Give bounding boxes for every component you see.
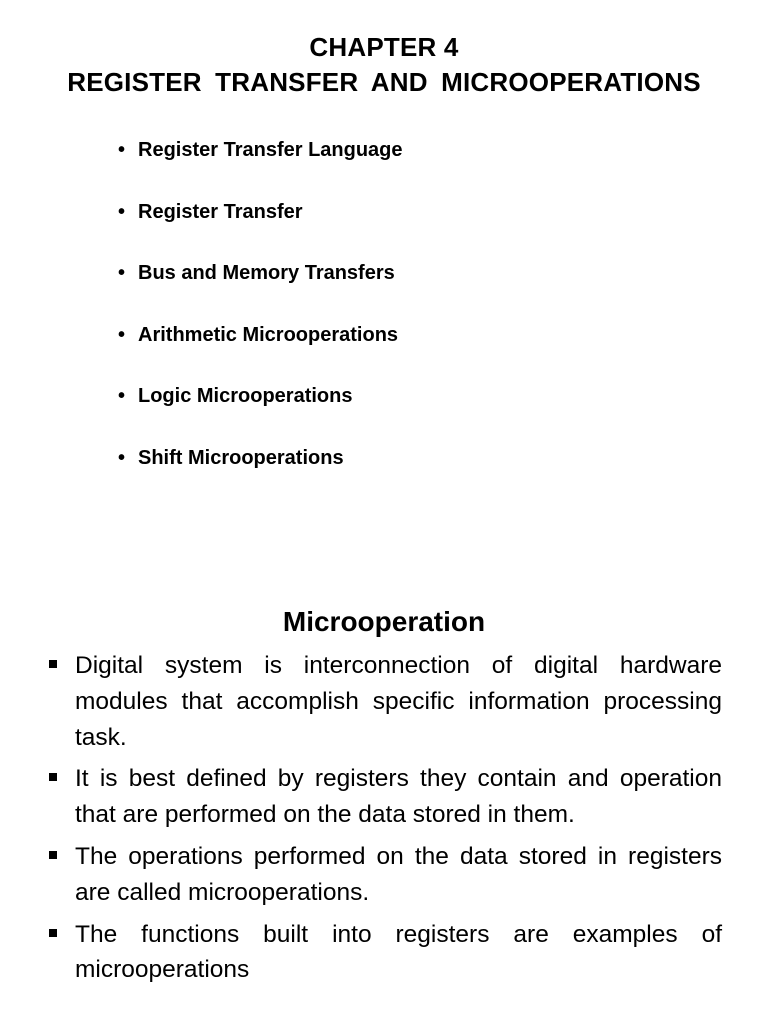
topic-item (118, 258, 403, 320)
definition-point (40, 648, 722, 755)
slide-microoperation (0, 560, 768, 1024)
topic-label: Register Transfer Language (138, 139, 403, 161)
definition-text: The operations performed on the data stored in registers are called microoperations. (75, 842, 722, 906)
definition-text: It is best defined by registers they contain and operation that are performed on the data stored in them. (75, 765, 722, 829)
topic-label: Bus and Memory Transfers (138, 262, 395, 285)
definition-point (40, 761, 722, 833)
topic-label: Shift Microoperations (138, 446, 344, 469)
topic-label: Logic Microoperations (138, 385, 353, 408)
definition-point (40, 839, 722, 911)
definition-list (40, 648, 722, 994)
topic-item (118, 135, 403, 197)
topic-list (118, 135, 403, 505)
bullet-icon: • (118, 446, 126, 469)
topic-label: Arithmetic Microoperations (138, 323, 399, 346)
bullet-icon: • (118, 385, 126, 408)
chapter-number: CHAPTER 4 (309, 32, 459, 62)
definition-text: The functions built into registers are examples of microoperations (75, 920, 722, 984)
bullet-icon: • (118, 200, 126, 223)
topic-item (118, 197, 403, 259)
definition-text: Digital system is interconnection of digital hardware modules that accomplish specific information processing task. (75, 652, 722, 751)
section-title: Microoperation (282, 606, 486, 637)
chapter-name: REGISTER TRANSFER AND MICROOPERATIONS (67, 67, 701, 97)
topic-item (118, 443, 403, 505)
topic-item (118, 381, 403, 443)
bullet-icon: • (118, 262, 126, 285)
bullet-icon: • (118, 323, 126, 346)
square-bullet-icon (49, 929, 57, 937)
topic-label: Register Transfer (138, 200, 303, 223)
bullet-icon: • (118, 139, 126, 161)
definition-point (40, 917, 722, 989)
chapter-title (0, 30, 768, 100)
square-bullet-icon (49, 660, 57, 668)
square-bullet-icon (49, 851, 57, 859)
topic-item (118, 320, 403, 382)
square-bullet-icon (49, 773, 57, 781)
